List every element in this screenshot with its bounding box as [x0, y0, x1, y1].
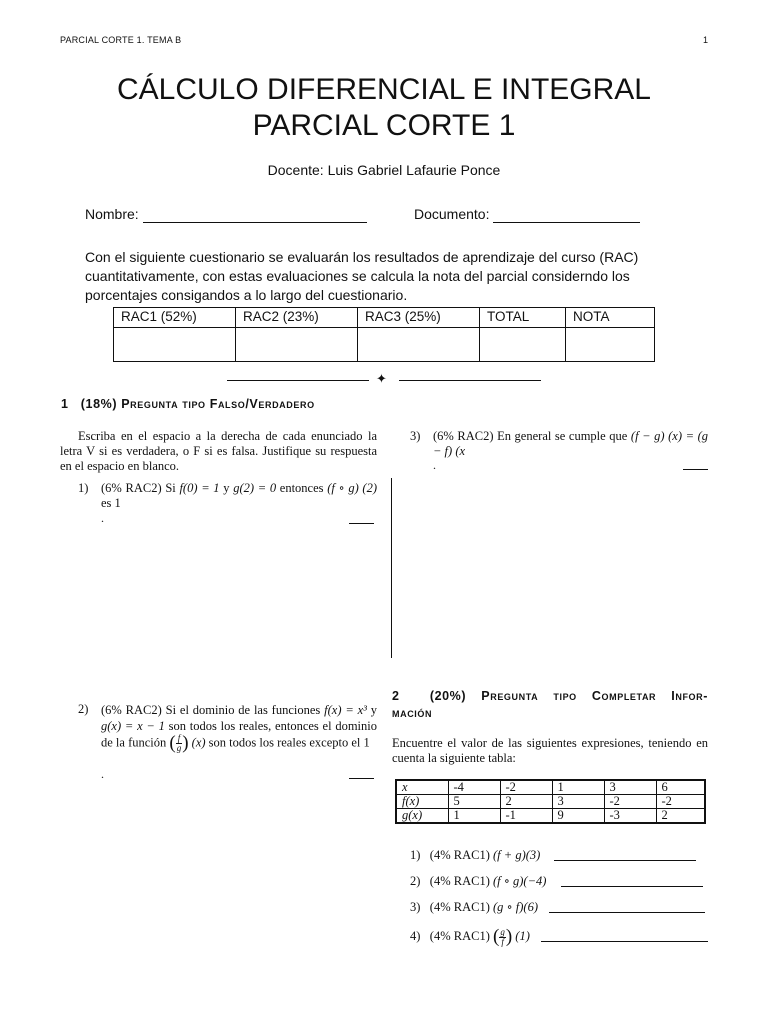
table-cell: g(x): [396, 809, 448, 824]
divider-line-right: [399, 380, 541, 381]
table-cell: 2: [500, 795, 552, 809]
answer-dot: .: [101, 767, 104, 781]
math-expr: f(x) = x³: [324, 703, 367, 717]
math-expr: (1): [515, 929, 530, 943]
table-cell: -3: [604, 809, 656, 824]
math-expr: (f ∘ g) (2): [327, 481, 377, 495]
rac-table-header: RAC2 (23%): [236, 308, 358, 328]
rac-table-score-row: [114, 328, 655, 362]
table-cell: 1: [448, 809, 500, 824]
divider-line-left: [227, 380, 369, 381]
rac-score-cell[interactable]: [236, 328, 358, 362]
document-label: Documento:: [414, 206, 490, 222]
section-2-title-cont: mación: [392, 706, 433, 720]
table-cell: 2: [656, 809, 705, 824]
rac-tag: (6% RAC2): [101, 481, 162, 495]
question-number: 4): [410, 929, 421, 943]
instructions-paragraph: Con el siguiente cuestionario se evaluarán los resultados de aprendizaje del curso (RAC) cuantitativamente, con estas evaluaciones se calcula la nota del parcial considerndo los porcentajes consigandos a lo largo del cuestionario.: [85, 249, 639, 303]
math-expr: f(0) = 1: [179, 481, 220, 495]
question-2-1: [410, 848, 540, 863]
question-text: Si el dominio de las funciones: [165, 703, 321, 717]
rac-score-cell[interactable]: [358, 328, 480, 362]
total-score-cell[interactable]: [480, 328, 566, 362]
fraction-denominator: g: [176, 743, 182, 753]
fraction-denominator: f: [501, 936, 504, 947]
math-expr: (x): [191, 735, 206, 750]
table-cell: x: [396, 780, 448, 795]
rac-table-header: RAC1 (52%): [114, 308, 236, 328]
question-text: es 1: [101, 496, 121, 510]
divider-ornament-icon: ✦: [376, 371, 387, 386]
section-1-number: 1: [61, 397, 69, 411]
question-number: 2): [78, 702, 89, 716]
table-cell: 9: [552, 809, 604, 824]
title-line-2: PARCIAL CORTE 1: [252, 109, 516, 142]
question-1-2: (6% RAC2) Si el dominio de las funciones f(x) = x³ y g(x) = x − 1 son todos los reales, entonces el dominio de la función ( $\frac{f}{g}$ ) (x) son todos los reales excepto el 1: [101, 703, 378, 754]
answer-dot: .: [433, 458, 436, 472]
section-2-title: Pregunta tipo Completar Infor-: [481, 689, 708, 703]
section-1-heading: [61, 397, 315, 411]
table-cell: 3: [604, 780, 656, 795]
fraction-numerator: g: [500, 926, 505, 937]
answer-blank-1-1[interactable]: [349, 523, 374, 524]
function-values-table: [395, 779, 706, 824]
question-1-3: [433, 429, 708, 459]
rac-score-cell[interactable]: [114, 328, 236, 362]
title-line-1: CÁLCULO DIFERENCIAL E INTEGRAL: [116, 73, 651, 106]
table-cell: 5: [448, 795, 500, 809]
table-cell: f(x): [396, 795, 448, 809]
question-text: y: [223, 481, 230, 495]
question-text: son todos los reales excepto el 1: [208, 735, 370, 750]
answer-blank-2-2[interactable]: [561, 886, 703, 887]
section-1-percent: (18%): [80, 397, 118, 411]
question-2-4: 4) (4% RAC1) ( $\frac{g}{f}$ ) (1): [410, 926, 530, 948]
rac-table-header: RAC3 (25%): [358, 308, 480, 328]
rac-table-header: NOTA: [566, 308, 655, 328]
rac-tag: (6% RAC2): [433, 429, 494, 443]
document-field[interactable]: [493, 222, 640, 223]
math-expr: (f + g)(3): [493, 848, 541, 862]
question-text: son todos los reales, entonces el dominio de la función: [101, 719, 378, 750]
table-cell: -4: [448, 780, 500, 795]
section-2-heading: [392, 688, 708, 722]
section-2-intro: Encuentre el valor de las siguientes expresiones, teniendo en cuenta la siguiente tabla:: [392, 736, 708, 765]
table-cell: -2: [656, 795, 705, 809]
table-cell: -1: [500, 809, 552, 824]
rac-tag: (4% RAC1): [429, 848, 490, 862]
question-number: 3): [410, 429, 421, 443]
fraction-numerator: f: [177, 733, 181, 743]
grade-cell[interactable]: [566, 328, 655, 362]
table-cell: 6: [656, 780, 705, 795]
rac-table-header-row: [114, 308, 655, 328]
section-2-number: 2: [392, 689, 400, 703]
answer-blank-2-1[interactable]: [554, 860, 696, 861]
table-cell: -2: [604, 795, 656, 809]
math-expr: (g − f) (x: [433, 429, 708, 458]
name-label: Nombre:: [85, 206, 139, 222]
section-2-percent: (20%): [429, 689, 467, 703]
question-text: entonces: [279, 481, 324, 495]
question-number: 1): [410, 848, 421, 862]
table-cell: -2: [500, 780, 552, 795]
question-2-3: [410, 900, 538, 915]
column-divider: [391, 478, 392, 658]
rac-tag: (6% RAC2): [101, 703, 162, 717]
table-cell: 1: [552, 780, 604, 795]
table-cell: 3: [552, 795, 604, 809]
table-row: [396, 795, 705, 809]
math-expr: (f − g) (x) =: [630, 429, 694, 443]
answer-blank-2-4[interactable]: [541, 941, 708, 942]
page-title: [0, 72, 768, 144]
rac-tag: (4% RAC1): [429, 900, 490, 914]
running-head: PARCIAL CORTE 1. TEMA B: [60, 35, 182, 45]
question-text: y: [370, 703, 378, 717]
math-expr: g(2) = 0: [233, 481, 277, 495]
question-number: 2): [410, 874, 421, 888]
page-number: 1: [703, 35, 709, 45]
answer-blank-1-3[interactable]: [683, 469, 708, 470]
table-row: [396, 780, 705, 795]
rac-table-header: TOTAL: [480, 308, 566, 328]
question-text: En general se cumple que: [497, 429, 628, 443]
rac-tag: (4% RAC1): [429, 929, 490, 943]
math-expr: (g ∘ f)(6): [493, 900, 539, 914]
name-field[interactable]: [143, 222, 367, 223]
rac-tag: (4% RAC1): [429, 874, 490, 888]
table-row: [396, 809, 705, 824]
section-1-intro: Escriba en el espacio a la derecha de cada enunciado la letra V si es verdadera, o F si es falsa. Justifique su respuesta en el espacio en blanco.: [60, 429, 377, 473]
answer-dot: .: [101, 511, 104, 525]
math-expr: (f ∘ g)(−4): [493, 874, 547, 888]
answer-blank-2-3[interactable]: [549, 912, 705, 913]
rac-score-table: [113, 307, 655, 362]
question-number: 1): [78, 481, 89, 495]
math-expr: g(x) = x − 1: [101, 719, 165, 733]
question-2-2: [410, 874, 546, 889]
question-number: 3): [410, 900, 421, 914]
teacher-name: Docente: Luis Gabriel Lafaurie Ponce: [267, 162, 501, 178]
question-1-1: [101, 481, 377, 511]
question-text: Si: [165, 481, 176, 495]
section-1-title: Pregunta tipo Falso/Verdadero: [121, 397, 315, 411]
answer-blank-1-2[interactable]: [349, 778, 374, 779]
